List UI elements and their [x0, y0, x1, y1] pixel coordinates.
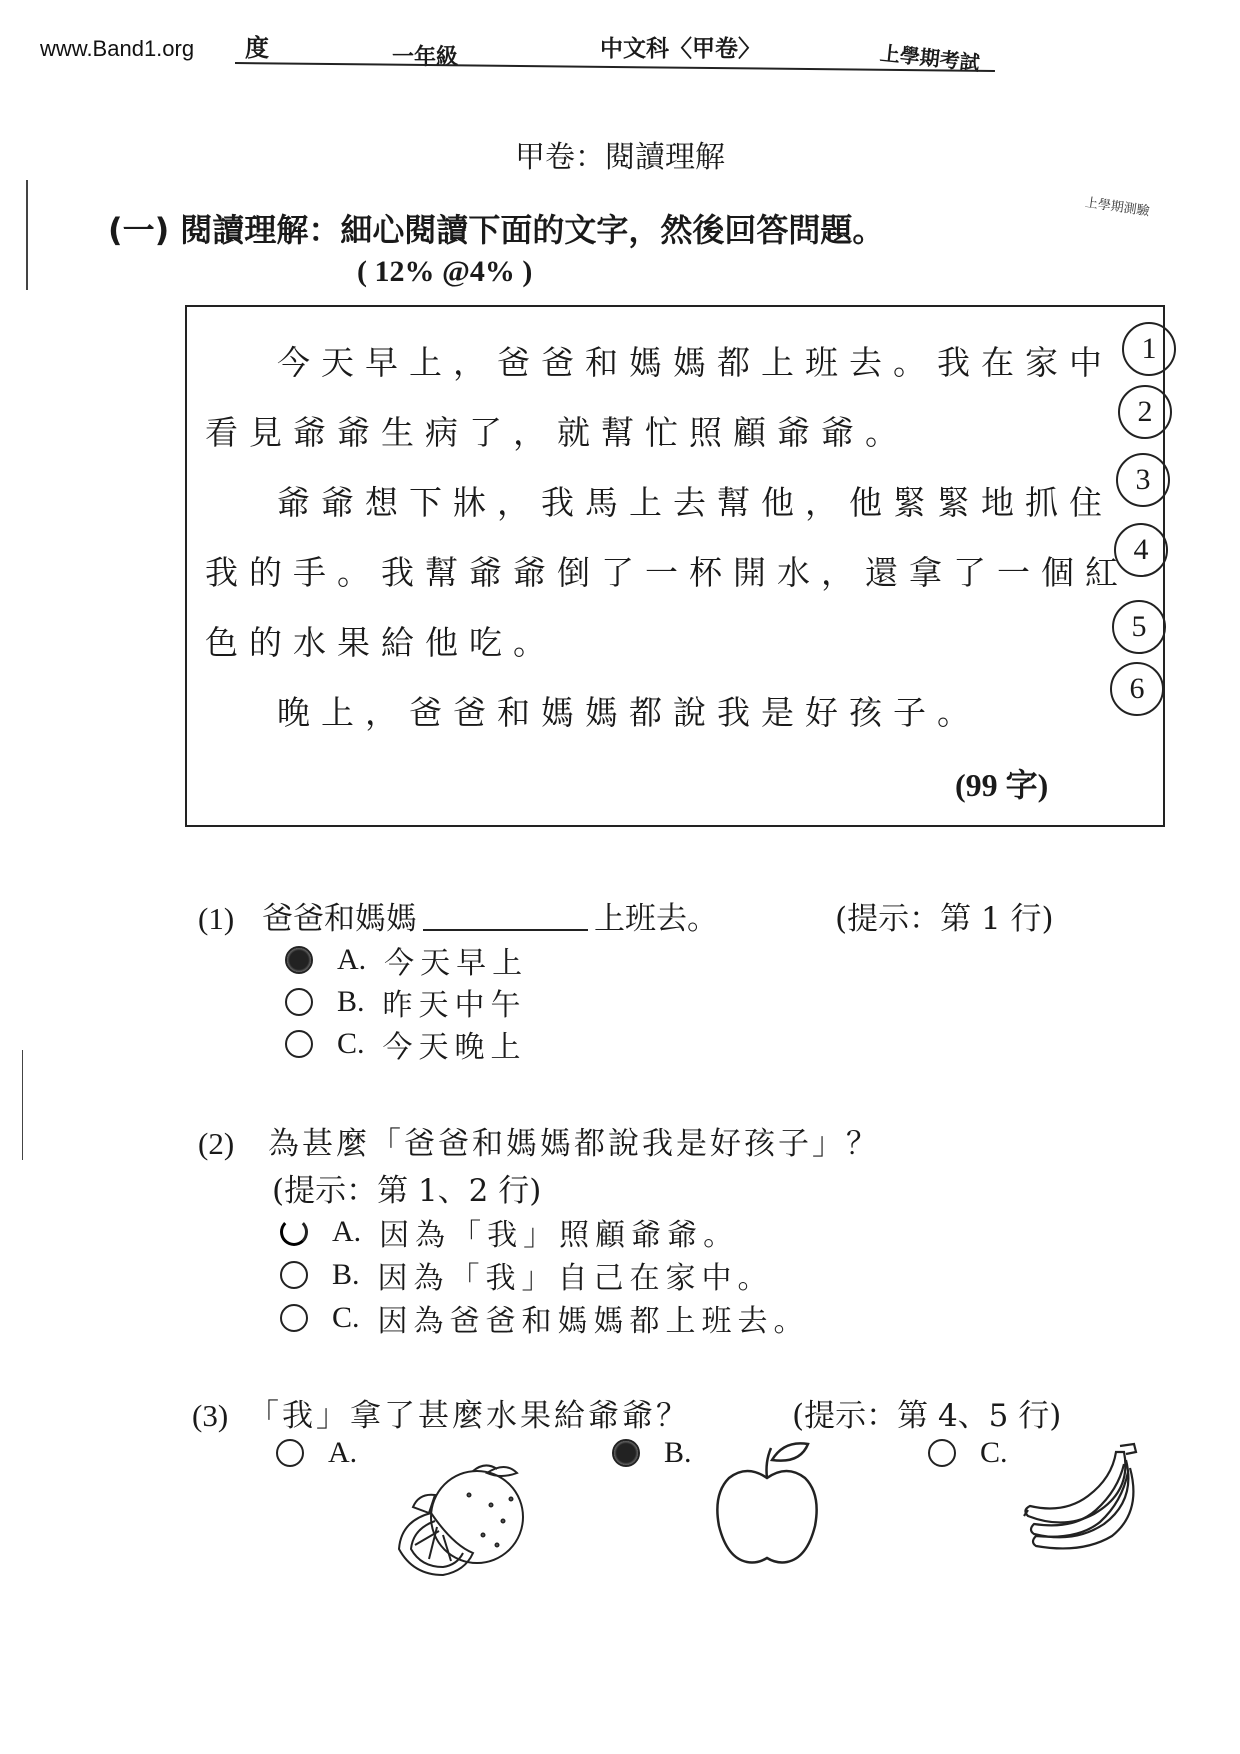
passage-box	[185, 305, 1165, 827]
question-2-stem: 為甚麼「爸爸和媽媽都說我是好孩子」？	[268, 1126, 881, 1162]
line-number-2: 2	[1118, 385, 1172, 439]
question-1	[198, 893, 718, 938]
header-year: 度	[245, 34, 269, 62]
line-number-4: 4	[1114, 523, 1168, 577]
option-letter: C.	[980, 1436, 1008, 1469]
apple-icon	[712, 1438, 822, 1568]
passage-line-6: 晚上，爸爸和媽媽都說我是好孩子。	[277, 693, 981, 732]
word-count: (99 字)	[955, 767, 1049, 803]
question-2-number: (2)	[198, 1126, 235, 1161]
question-1-option-b[interactable]	[285, 980, 527, 1024]
header-subject: 中文科〈甲卷〉	[600, 36, 761, 62]
radio-button[interactable]	[280, 1304, 308, 1332]
question-2-option-a[interactable]	[280, 1210, 739, 1254]
question-1-option-a[interactable]	[285, 938, 528, 982]
radio-button[interactable]	[928, 1439, 956, 1467]
banana-icon	[1020, 1440, 1160, 1550]
passage-line-3: 爺爺想下牀，我馬上去幫他，他緊緊地抓住	[277, 483, 1113, 522]
margin-mark	[26, 180, 28, 290]
question-2-option-c[interactable]	[280, 1296, 810, 1340]
question-1-stem-before: 爸爸和媽媽	[262, 901, 418, 937]
question-1-stem-after: 上班去。	[594, 901, 719, 937]
option-letter: B.	[337, 985, 365, 1018]
option-text: 因為爸爸和媽媽都上班去。	[377, 1304, 810, 1339]
question-1-hint: (提示：第 1 行)	[835, 901, 1054, 937]
radio-button[interactable]	[276, 1439, 304, 1467]
radio-button[interactable]	[285, 988, 313, 1016]
question-2-option-b[interactable]	[280, 1253, 774, 1297]
option-letter: A.	[337, 943, 367, 976]
option-text: 因為「我」自己在家中。	[377, 1261, 774, 1296]
question-3-hint: (提示：第 4、5 行)	[792, 1398, 1062, 1434]
question-3-number: (3)	[192, 1398, 229, 1433]
orange-icon	[395, 1455, 535, 1580]
radio-button[interactable]	[285, 946, 313, 974]
line-number-6: 6	[1110, 662, 1164, 716]
radio-button[interactable]	[612, 1439, 640, 1467]
passage-line-5: 色的水果給他吃。	[205, 623, 557, 662]
question-3-option-c[interactable]	[928, 1436, 1026, 1470]
option-letter: C.	[332, 1301, 360, 1334]
passage-line-2: 看見爺爺生病了，就幫忙照顧爺爺。	[205, 413, 909, 452]
question-2-hint: (提示：第 1、2 行)	[272, 1173, 542, 1209]
answer-blank[interactable]	[423, 929, 588, 931]
radio-button[interactable]	[280, 1261, 308, 1289]
line-number-3: 3	[1116, 453, 1170, 507]
radio-button[interactable]	[285, 1030, 313, 1058]
watermark: www.Band1.org	[40, 36, 195, 61]
option-text: 今天晚上	[382, 1030, 527, 1065]
header-grade: 一年級	[392, 45, 459, 70]
passage-line-4: 我的手。我幫爺爺倒了一杯開水，還拿了一個紅	[205, 553, 1129, 592]
question-3-option-a[interactable]	[276, 1436, 375, 1470]
question-2	[198, 1118, 880, 1163]
line-number-1: 1	[1122, 322, 1176, 376]
section-title: (一) 閱讀理解：細心閱讀下面的文字，然後回答問題。	[108, 211, 885, 249]
score-allocation: ( 12% @4% )	[357, 255, 533, 288]
option-letter: C.	[337, 1027, 365, 1060]
margin-mark	[22, 1050, 23, 1160]
option-letter: B.	[664, 1436, 692, 1469]
option-text: 因為「我」照顧爺爺。	[379, 1218, 740, 1253]
corner-note: 上學期測驗	[1083, 195, 1151, 220]
question-1-number: (1)	[198, 901, 235, 936]
radio-button[interactable]	[280, 1218, 308, 1246]
question-1-option-c[interactable]	[285, 1022, 527, 1066]
paper-title: 甲卷：閱讀理解	[515, 140, 725, 175]
question-3-option-b[interactable]	[612, 1436, 710, 1470]
header-term: 上學期考試	[878, 40, 981, 76]
line-number-5: 5	[1112, 600, 1166, 654]
question-3	[192, 1390, 690, 1435]
passage-line-1: 今天早上，爸爸和媽媽都上班去。我在家中	[277, 343, 1113, 382]
option-text: 今天早上	[384, 946, 529, 981]
option-text: 昨天中午	[382, 988, 527, 1023]
option-letter: A.	[332, 1215, 362, 1248]
question-3-stem: 「我」拿了甚麼水果給爺爺？	[248, 1398, 691, 1434]
option-letter: B.	[332, 1258, 360, 1291]
option-letter: A.	[328, 1436, 358, 1469]
